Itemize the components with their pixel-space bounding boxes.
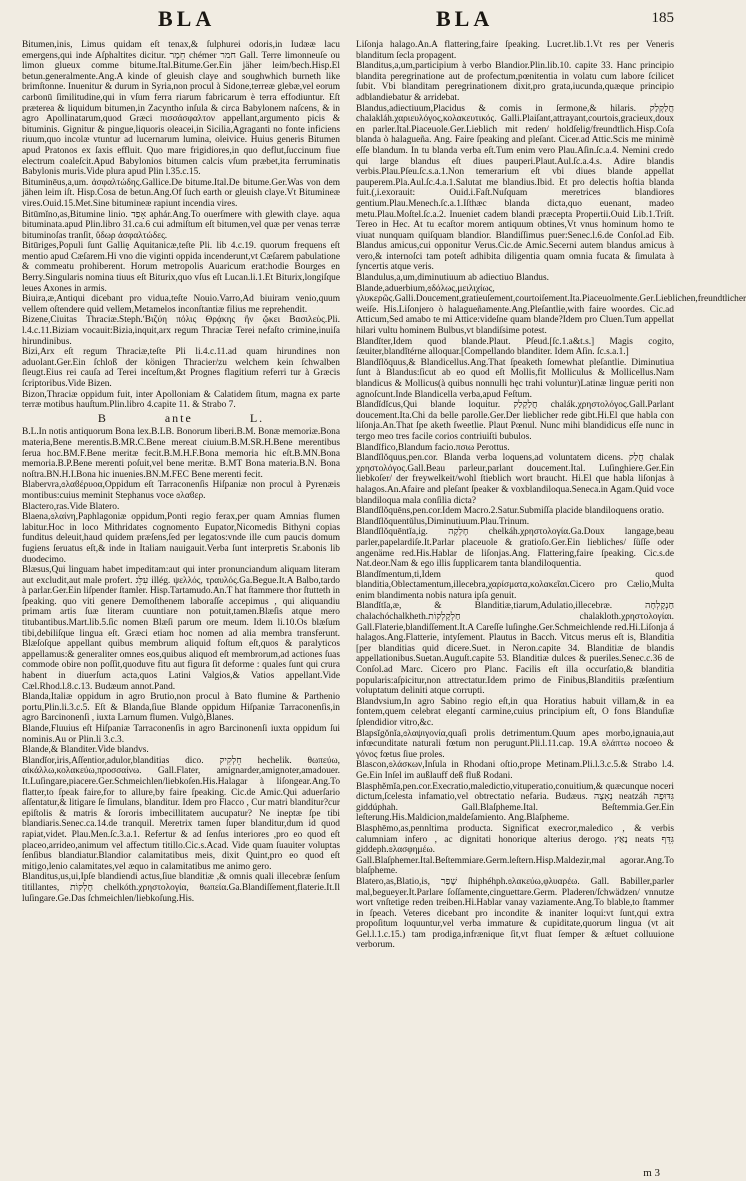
dictionary-entry: B.L.In notis antiquorum Bona lex.B.LB. Bonorum liberi.B.M. Bonæ memoriæ.Bona materia,Bene merentis.B.MR.C.Bene mereat ciuium.B.M.SR.H.Bene merentibus ſerua hoc.BM.F.Bene meritæ fecit.B.M.H.F.Bona memoria hic eſt.B.MN.Bona memoria.B.P.Bene merenti poſuit,vel bene meritæ. B.MT Bona materia.B.N. Bona noſtra.BN.H.I.Bona hic inuenies.BN.M.FEC Bene merenti fecit. bbox=[22, 427, 340, 480]
left-column bbox=[22, 40, 340, 1162]
dictionary-entry: Blandĭtĭa,æ, & Blanditiæ,tiarum,Adulatio,illecebræ. חַנְקָלְחָה chalachóchalkheth.חַלְקָלְקוֹת chalakloth.χρηστολογίαι. Gall.Flaterie,blandiſſement.It.A Careſſe luſinghe.Ger.Schmeichlende red.Hi.Liſonja á halagos.Ang.Flatterie, intyſement. Plautus in Bacch. Vitcus merus eſt is, Blanditia [per blanditias quid dicere.Suet. in Neron.capite 34. Blanditiæ de blandis appellationibus.Suetan.Auguſt.capite 53. Blanditiæ dulces & pueriles.Senec.c.36 de Conſol.ad Marc. Cicero pro Planc. Facilis eſt illa occurſatio,& blanditia popularis:aſpicitur,non attrectatur.Idem primo de Finibus,Blanditiis præſentium voluptatum deliniti atque corrupti. bbox=[356, 601, 674, 697]
dictionary-entry: Blasphēmo,as,pennltima producta. Significat execror,maledico , & verbis calumniam infero , ac dignitati honorique alterius derogo. נָאַץ neats גִּדֵּף giddeph.ɞλασφημέω. Gall.Blaſphemer.Ital.Beſtemmiare.Germ.leſtern.Hisp.Maldezir,mal agorar.Ang.To blaſpheme. bbox=[356, 823, 675, 877]
dictionary-entry: Blaena,ɞλαίνη,Paphlagoniæ oppidum,Ponti regio ferax,per quam Amnias flumen labitur.Hoc in loco Mithridates cognomento Eupator,Nicomedis Bithyni copias funditus deleuit,haud quidem præſens,ſed per legatos:vnde ille cum paucis domum fugiens ſeruatus eſt,& inde in Italiam nauigauit.Verba ſunt interpretis Sr.abonis lib duodecimo. bbox=[22, 512, 340, 565]
dictionary-entry: Blactero,ras.Vide Blatero. bbox=[22, 501, 120, 512]
dictionary-entry: Bituminēus,a,um. ἀσφαλτώδης.Gallice.De bitume.Ital.De bitume.Ger.Was von dem jähen leim iſt. Hisp.Cosa de betun.Ang.Of ſuch earth or gleuish claye.Vt Bitumineæ vires.Ouid.15.Met.Sine bitumineæ rapiunt incendia vires. bbox=[22, 177, 340, 209]
right-column bbox=[356, 40, 746, 1162]
dictionary-entry: Bizene,Ciuitas Thraciæ.Steph.ʹΒιζύη πόλις Θρᾴκης ἣν ᾤκει Βασιλεὺς.Pli. l.4.c.11.Biziam vocauit:Bizia,inquit,arx regum Thraciæ Terei nefaſto crimine,inuiſa hirundinibus. bbox=[22, 315, 340, 347]
dictionary-entry: Blandĭfico,Blandum facio.πσιω Perottus. bbox=[356, 442, 510, 453]
dictionary-entry: Blandĭlŏquus,pen.cor. Blanda verba loquens,ad voluntatem dicens. חֲלַק chalak χρηστολόγος.Gall.Beau parleur,parlant doucement.Ital. Luſinghiere.Ger.Ein liebkoſer/ der freywelkeit/wohl ſtieblich wort braucht. Hi.El que habla liſonjas à halagos.An.Afaire and pleſant ſpeaker & voxblandiloqua.Seneca.in Agam.Quid voce blandiloqua mala conſilia dicta? bbox=[356, 453, 674, 506]
dictionary-entry: Liſonja halago.An.A flattering,faire ſpeaking. Lucret.lib.1.Vt res per Veneris blanditum ſecla propagent. bbox=[356, 40, 674, 61]
dictionary-entry: Blandĭor,iris,Aſſentior,adulor,blanditias dico. חֵלְקִיק hechelik. θωπεύω, αἰκάλλω,κολακεύω,προσσαίνω. Gall.Flater, amignarder,amignoter,amadouer. It.Luſingare,piacere.Ger.Schmeichlen/liebkoſen.His.Halagar à liſongear.Ang.To flatter,to ſpeak faire,for to allure,by faire ſpeaking. Cic.de Amic.Qui aduerſario aſſentatur,& litigare ſe ſimulans, blanditur. Idem pro Flacco , Cur matri blanditur?cur epiſtolis & matris & ſororis imbecillitatem aucupatur? Ne ineptæ ſpe tibi blandiaris.Senec.ca.14.de tranquil. Meretrix tamen ſuper blanditur,dum id quod rapiat,videt. Plau.Men.ſc.3.a.1. Refertur & ad ſenſus interiores ,pro eo quod eſt placeo,arrideo,animum vel affectum titillo.Cic.s.Acad. Vide quam ſuauiter voluptas ſenſibus blandiatur.Blandior calamitatibus meis, dixit Quint,pro eo quod eſt mitigo,lenio calamitates,vel æquo in calamitatibus me animo gero. bbox=[22, 755, 340, 872]
dictionary-entry: Blande,aduerbium,ɞδόλως,μειλιχίως, γλυκερῶς.Galli.Doucement,gratieuſement,courtoiſement.Ita.Piaceuolmente.Ger.Lieblichen,freundtlicher weiſe. His.Liſonjero ò halagueñamente.Ang.Pleſantlie,with faire woordes. Cic.ad Atticum,Sed amabo te mi Attice:videſne quam blande?Idem pro Cluen.Tum appellat hilari vultu hominem Bulbus,vt blandiſsime potest. bbox=[356, 283, 746, 337]
dictionary-entry: Blatero,as,Blatio,is, שָׁפַר ſhiphéhph.ɞλακεύω,φλυαρέω. Gall. Babiller,parler mal,begueyer.It.Parlare ſoſſamente,cinguettare.Germ. Pladeren/ſchwädzen/ vnnutze wort vnſtetige reden treiben.Hi.Hablar vanay vaziamente.Ang.To blable,to ſtammer in ſpeach. Veteres dicebant pro incondite & inaniter loqui:vt ſunt,qui extra propoſitum loquuntur,vel verba immature & cupiditate,quorum lingua (vt ait Gel.l.1.c.15.) tam prodiga,infrænique ſit,vt fluat ſemper & æſtuet colluuione verborum. bbox=[356, 876, 674, 951]
running-header bbox=[0, 6, 700, 32]
header-left-word: BLA bbox=[158, 6, 216, 31]
page-number: 185 bbox=[651, 10, 674, 26]
dictionary-entry: Blande,Fluuius eſt Hiſpaniæ Tarraconenſis in agro Barcinonenſi iuxta oppidum ſui nominis.Au or Plin.li 3.c.3. bbox=[22, 724, 340, 745]
dictionary-entry: Blandĭlŏquēntĭa,ig. חֶלְקָה chelkáh.χρηστολογία.Ga.Doux langage,beau parler,papelardiſe.It.Parlar placeuole & gratioſo.Ger.Ein liebliches/ ſüſſe oder angenäme red.His.Hablar de liſonjas.Ang. Flattering,faire ſpeaking. Cic.s.de Nat.deor.Nam & ego illis ſupplicarem tanta blandiloquentia. bbox=[356, 527, 674, 570]
dictionary-entry: Blabervra,ɞλαϐέρυοα,Oppidum eſt Tarraconenſis Hiſpaniæ non procul à Pyrenæis montibus:cuius meminit Stephanus voce ɞλαϐερ. bbox=[22, 480, 340, 501]
dictionary-entry: Blanditus,us,ui,Ipſe blandiendi actus,ſiue blanditiæ ,& omnis quali illecebræ ſenſum titillantes, חֶלְקוֹת chelkóth.χρηστολογία, θωπεία.Ga.Blandiſſement,flaterie.It.Il luſingare.Ge.Das ſchmeichlen/liebkoſung.His. bbox=[22, 872, 340, 904]
dictionary-entry: Blandĭlŏquentŭlus,Diminutiuum.Plau.Trinum. bbox=[356, 516, 530, 527]
dictionary-entry: Blandĭdĭcus,Qui blande loquitur. חֲלַקְלַק chalák.χρηστολόγος.Gall.Parlant doucement.Ita.Chi da belle parolle.Ger.Der lieblicher rede gibt.Hi.El que habla con liſonja.An.That ſpe aketh ſweetlie. Plaut Pœnul. Nunc mihi blandidicus eſſe nunc in tergo meo tres facile corios contriuiſti bubulos. bbox=[356, 400, 674, 442]
dictionary-entry: Blanda,Italiæ oppidum in agro Brutio,non procul à Bato flumine & Parthenio portu,Plin.li.3.c.5. Eſt & Blanda,ſiue Blande oppidum Hiſpaniæ Tarraconenſis,in agro Barcinonenſi , iuxta Larnum flumen. Vulgò,Blanes. bbox=[22, 692, 340, 724]
section-heading-ante: ante bbox=[164, 410, 193, 425]
dictionary-entry: Bitūriges,Populi ſunt Gallię Aquitanicæ,teſte Pli. lib 4.c.19. quorum frequens eſt mentio apud Cæſarem.Hi vno die viginti oppida incenderunt,vt Cæſarem pabulatione & commeatu prohiberent. Horum metropolis Auaricum erat:hodie Bourges en Berry.Singularis nomina tiuus eſt Bituriх,quo vſus eſt Lucan.li.1.Et Biturix,longiſque leues Axones in armis. bbox=[22, 241, 340, 294]
dictionary-entry: Blapsĭgŏnĭa,ɞλαψιγονία,quaſi prolis detrimentum.Quum apes morbo,ignauia,aut infœcunditate naturali fœtum non perugunt.Pli.l.11.cap. 19.A ɞλάπτω nocoeo & γόνος fœtus ſiue proles. bbox=[356, 728, 674, 760]
dictionary-entry: Blandĭlŏquus,& Blandicellus.Ang.That ſpeaketh ſomewhat pleſantlie. Diminutiua ſunt à Blandus:ſicut ab eo quod eſt Mollis,fit Molliculus & Mollicellus.Nam blandicus & Mollicus(à quibus nonnulli hęc trahi voluntur)Latinæ linguæ periti non agnoſcunt.Inde Blandicella verba,apud Feſtum. bbox=[356, 357, 674, 400]
dictionary-entry: Biuira,æ,Antiqui dicebant pro vidua,teſte Nouio.Varro,Ad biuiram venio,quum vellem oſtendere quid vellem,Metamelos inconſtantiæ filius me reprehendit. bbox=[22, 294, 340, 315]
dictionary-entry: Blasphĕmĭa,pen.cor.Execratio,maledictio,vituperatio,conuitium,& quæcunque noceri dictum,ſcelesta infamatio,vel obtrectatio nefaria. Budæus. נְאָצָה neatzáh גִּדּוּפָה giddúphah. Gall.Blaſpheme.Ital. Beſtemmia.Ger.Ein leſterung.His.Maldicion,maldeſamiento. Ang.Blaſpheme. bbox=[356, 781, 674, 824]
signature-mark: m 3 bbox=[643, 1167, 660, 1179]
dictionary-entry: Bitumen,inis, Limus quidam eſt tenax,& ſulphurei odoris,in Iudææ lacu emergens,qui inde Aſphaltites dicitur. חֵמָר chémer חמר Gall. Terre limonneuſe ou limon glueux comme bitume.Ital.Bitume.Ger.Ein jäher leim/bech.Hisp.El betun.generalmente.Ang.A kinde of gleuish claye and soughwhich burneth like brimſtonne. Inuenitur & durum in Syria,non procul à Sidone,terreæ glebæ,vel eorum carbonū ſimilitudine,qui in vſum ferra riarum fabricarum è terra effodiuntur. Eſt præterea & liquidum bitumen,in Zacyntho inſula & circa Babylonem naſcens, & in agro Apollinatarum,quod Græci πισσάσφαλτον appellant,argumento picis & bituminis. Gignitur & pingue,liquoris oleacei,in Sicilia,Agraganti no fonte inficiens riuum,quo incolæ vtuntur ad lucernarum lumina, oleivice. Huius generis Bitumen apud Pratonos ex ſaxis effluit. Quo mare frigidiores,in quo deflut,ſuccinum fiue electrum coaleſcit.Apud Babylonios bitumen calcis vſum præbet,ita ferruminatis Babylonis muris.Vide plura apud Plin l.35.c.15. bbox=[22, 40, 340, 178]
dictionary-entry: Bizi,Arx eſt regum Thraciæ,teſte Pli li.4.c.11.ad quam hirundines non aduolant.Ger.Ein ſchloß der königen Thracier/zu welchem kein ſchwalben ſleugt.Eius rei cauſa ad Terei inceſtum,&t Prognes flagitium referri tur à Græcis ſcriptoribus.Vide Bizen. bbox=[22, 347, 340, 389]
dictionary-entry: Blandĭlŏquēns,pen.cor.Idem Macro.2.Satur.Submiſſa placide blandiloquens oratio. bbox=[356, 506, 665, 517]
section-heading-letter-l: L. bbox=[249, 410, 265, 425]
dictionary-entry: Blandĭter,Idem quod blande.Plaut. Pſeud.[ſc.1.a&t.s.] Magis cogito, ſæuiter,blandĭtérne alloquar.[Compellando blanditer. Idem Aſin. ſc.s.a.1.] bbox=[356, 336, 674, 358]
header-right-word: BLA bbox=[436, 6, 494, 31]
dictionary-entry: Bizon,Thraciæ oppidum fuit, inter Apolloniam & Calatidem ſitum, magna ex parte terræ motibus hauſtum.Plin.libro 4.capite 11. & Strabo 7. bbox=[22, 389, 340, 411]
dictionary-entry: Blæsus,Qui linguam habet impeditam:aut qui inter pronunciandum aliquam literam aut excludit,aut male profert. עִלֵּג illég. ψελλός, τραυλός.Ga.Begue.It.A Balbo,tardo à parlar.Ger.Ein liſpender ſtamler. Hisp.Tartamudo.An.T hat ſtammere thor ſtutteth in ſpeaking. quo viti genere Demoſthenem laboraſſe accepimus , qui aliquandiu primam artis ſuæ literam cuuntiare non potuit,tamen.Blæſis atque mero titubantibus.Mart.lib.5.ſic nomen Blæſi parum ore meum. Idem li.10.Os blæſum tibi,debiliſque lingua eſt. Græci etiam hoc nomen ad alia membra transferunt. Blæſoſque appellant quibus membrum aliquid foſtum eſt,quos & paralyticos appellamus:& generaliter omnes eos,quibus aliquod eſt membrorum,ad actiones ſuas commode obire non poſſit,quoduve fitu aut figura ſit deforme : quales ſunt qui crura habent in diuerſum acta,quos Latini Valgios,& Vatios appellant.Vide Cæl.Rhod.l.8.c.13. Budæum annot.Pand. bbox=[22, 565, 340, 692]
dictionary-entry: Bitūmĭno,as,Bitumine linio. אָפַד aphár.Ang.To ouerſmere with glewith claye. aqua bituminata.apud Plin.libro 31.ca.6 cui admiſtum eſt bitumen,vel quæ per venas terræ bituminoſas tranſit, ὕδωρ ἀσφαλτώδες. bbox=[22, 209, 340, 241]
dictionary-entry: Blascon,ɞλάσκων,Inſula in Rhodani oſtio,prope Metinam.Pli.l.3.c.5.& Strabo l.4. Ge.Ein Inſel im außlauff deß fluß Rodani. bbox=[356, 760, 674, 781]
dictionary-entry: Blandus,adiectiuum,Placidus & comis in ſermone,& hilaris. חֲלַקְלַק chalakláh.χαριευλόγος,κολακευτικός. Galli.Plaiſant,attrayant,courtois,gracieux,doux en parler.Ital.Piaceuole.Ger.Lieblich mit reden/ holdſelig/freundtlich.Hisp.Coſa blanda ò halagueña. Ang. Faire ſpeaking and pleſant. Cicer.ad Attic.Scis me minimè eſſe blandum. In tu blanda verba eſt.Tum enim vero Plau.Aſin.ſc.a.4. Nemini credo qui large blandus eſt diues pauperi.Plaut.Aul.ſc.a.4.s. Adire blandis verbis.Plau.Pſeu.ſc.s.a.1.Non temerarium eſt vbi diues blande appellat pauperem.Pla.Aul.ſc.4.a.1.Salutat me blandius.Ibid. Et pro delectis hoſtia blanda fuit.(,i.exorauit: Ouid.i.Faſt.Nuſquam meretrices blandiores gentium.Plau.Menech.ſc.a.1.Iſthæc blanda dicta,quo euenant, madeo metu.Plau.Moſtel.ſc.a.2. Inueniet cadem blandi præcepta Propertii.Ouid Lib.1.Triſt. Tereo in Hec. At tu ecaſtor morem antiquum obtines,Vt vnus hominum homo te viuat nunquam quiſquam blandior. Blandiſſimus puer:Senec.l.6.de Conſol.ad Eib. Blandus amicus,cui opponitur Verus.Cic.de Amic.Secerni autem blandus amicus à vero,& internoſci tam poteſt adhibita diligentia quam omnia fucata & ſimulata à ſyncertis atque veris. bbox=[356, 103, 674, 273]
dictionary-entry: Blande,& Blanditer.Vide blandvs. bbox=[22, 745, 149, 756]
dictionary-entry: Blandulus,a,um,diminutiuum ab adiectiuo Blandus. bbox=[356, 273, 549, 284]
section-heading-letter-b: B bbox=[97, 410, 108, 425]
dictionary-entry: Blandvsium,In agro Sabino regio eſt,in qua Horatius habuit villam,& in ea fontem,quem celebrat elegantí carmine,cuius principium eſt, O fons Blanduſiæ ſplendidior vitro,&c. bbox=[356, 696, 674, 728]
section-heading bbox=[22, 410, 340, 425]
dictionary-entry: Blanditus,a,um,participium à verbo Blandior.Plin.lib.10. capite 33. Hanc principio blandita peregrinatione aut de profectum,pœnitentia in volatu cum labore ſcilicet ſubit. Vbi blanditam peregrinationem dixit,pro grata,iucunda,quæque principio adblandiebatur & arridebat. bbox=[356, 61, 674, 103]
dictionary-entry: Blandĭmentum,ti,Idem quod blanditia,Oblectamentum,illecebra,χαρίσματα,κολακεῖαι.Cicero pro Cælio,Multa enim blandimenta nobis natura ipſa genuit. bbox=[356, 569, 674, 601]
